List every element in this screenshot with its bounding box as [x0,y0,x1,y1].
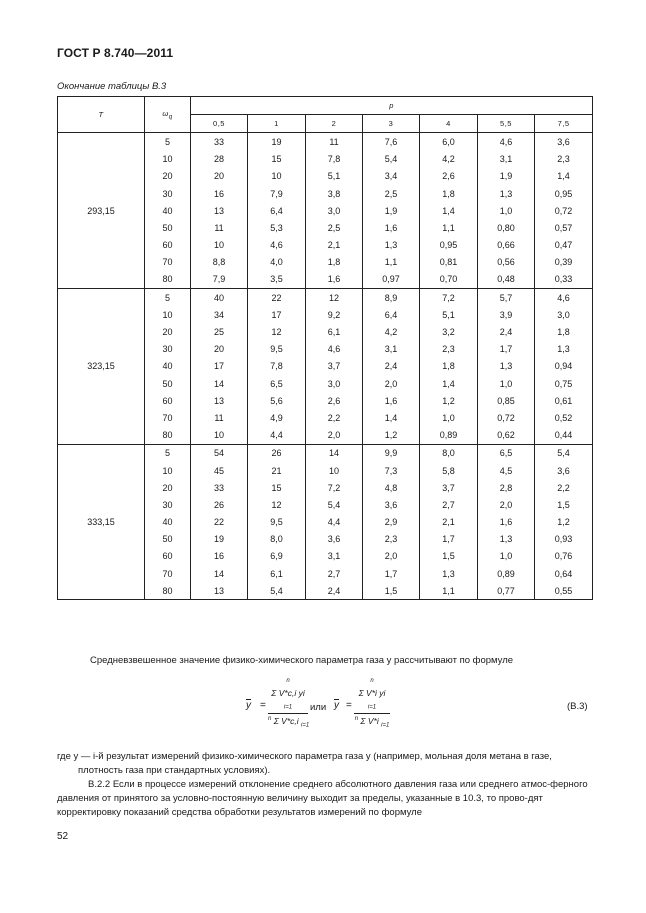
value-cell: 2,9 [363,514,420,531]
value-cell: 2,7 [420,496,478,513]
value-cell: 1,3 [478,531,535,548]
value-cell: 1,6 [478,514,535,531]
value-cell: 1,7 [478,341,535,358]
value-cell: 1,8 [420,358,478,375]
value-cell: 0,39 [535,254,593,271]
formula-numerator-2: $^n$ Σ V*i yi $_{i=1}$ [358,678,386,711]
page-number: 52 [57,831,69,842]
value-cell: 3,1 [363,341,420,358]
value-cell: 2,8 [478,479,535,496]
value-cell: 0,75 [535,375,593,392]
value-cell: 2,0 [306,427,363,445]
formula-lhs-ybar: $\overline{y}$ [246,700,251,711]
value-cell: 1,4 [420,375,478,392]
omega-cell: 70 [145,254,191,271]
value-cell: 3,7 [306,358,363,375]
header-p-value: 2 [306,115,363,133]
value-cell: 5,7 [478,289,535,307]
omega-cell: 30 [145,341,191,358]
value-cell: 0,48 [478,271,535,289]
value-cell: 5,1 [420,306,478,323]
value-cell: 1,3 [478,185,535,202]
formula-denominator-1: $^n$ Σ V*c,i $_{i=1}$ [268,715,310,729]
value-cell: 0,76 [535,548,593,565]
formula-numerator-1: $^n$ Σ V*c,i yi $_{i=1}$ [271,678,305,711]
value-cell: 5,4 [363,151,420,168]
value-cell: 6,1 [248,565,306,582]
value-cell: 3,7 [420,479,478,496]
formula-equals-1: = [260,700,266,711]
value-cell: 10 [191,237,248,254]
value-cell: 4,6 [478,133,535,151]
value-cell: 4,6 [535,289,593,307]
value-cell: 28 [191,151,248,168]
value-cell: 1,6 [363,219,420,236]
value-cell: 3,1 [478,151,535,168]
intro-paragraph: Средневзвешенное значение физико-химического параметра газа у рассчитывают по формуле [90,655,514,666]
value-cell: 0,61 [535,392,593,409]
value-cell: 3,0 [535,306,593,323]
omega-cell: 10 [145,462,191,479]
value-cell: 12 [248,323,306,340]
value-cell: 2,3 [535,151,593,168]
value-cell: 4,0 [248,254,306,271]
value-cell: 8,8 [191,254,248,271]
value-cell: 5,8 [420,462,478,479]
value-cell: 0,57 [535,219,593,236]
value-cell: 3,2 [420,323,478,340]
value-cell: 2,2 [535,479,593,496]
value-cell: 6,4 [363,306,420,323]
formula-b3 [240,676,600,738]
value-cell: 40 [191,289,248,307]
omega-cell: 30 [145,496,191,513]
header-temperature: T [58,97,145,133]
value-cell: 8,9 [363,289,420,307]
value-cell: 13 [191,392,248,409]
value-cell: 1,0 [478,202,535,219]
omega-cell: 80 [145,427,191,445]
value-cell: 5,3 [248,219,306,236]
value-cell: 17 [248,306,306,323]
value-cell: 3,6 [306,531,363,548]
value-cell: 16 [191,185,248,202]
value-cell: 2,4 [363,358,420,375]
value-cell: 7,2 [420,289,478,307]
value-cell: 9,5 [248,514,306,531]
value-cell: 21 [248,462,306,479]
header-p-value: 5,5 [478,115,535,133]
value-cell: 0,33 [535,271,593,289]
value-cell: 26 [248,444,306,462]
value-cell: 1,5 [420,548,478,565]
section-b22-paragraph: В.2.2 Если в процессе измерений отклонение среднего абсолютного давления газа или среднего атмос-ферного давления от принятого за условно-постоянную величину выходит за пределы, указанные в 10.3, то прово-дят корректировку показаний средства обработки результатов измерений по формуле [57,779,588,818]
header-p-value: 7,5 [535,115,593,133]
value-cell: 1,3 [420,565,478,582]
formula-denominator-2: $^n$ Σ V*i $_{i=1}$ [354,715,390,729]
value-cell: 3,9 [478,306,535,323]
omega-cell: 60 [145,237,191,254]
value-cell: 4,6 [248,237,306,254]
value-cell: 2,2 [306,409,363,426]
value-cell: 6,9 [248,548,306,565]
value-cell: 2,4 [478,323,535,340]
value-cell: 3,5 [248,271,306,289]
value-cell: 0,55 [535,582,593,600]
document-header: ГОСТ Р 8.740—2011 [57,46,174,60]
table-row [58,289,593,307]
value-cell: 0,95 [420,237,478,254]
value-cell: 4,2 [420,151,478,168]
data-table [57,96,593,600]
header-p-value: 3 [363,115,420,133]
value-cell: 2,5 [363,185,420,202]
value-cell: 8,0 [420,444,478,462]
value-cell: 2,0 [363,375,420,392]
value-cell: 1,8 [535,323,593,340]
omega-cell: 20 [145,479,191,496]
value-cell: 5,4 [535,444,593,462]
formula-equals-2: = [346,700,352,711]
value-cell: 1,3 [363,237,420,254]
value-cell: 6,0 [420,133,478,151]
header-p-value: 4 [420,115,478,133]
value-cell: 2,4 [306,582,363,600]
value-cell: 4,4 [306,514,363,531]
value-cell: 2,0 [363,548,420,565]
formula-or: или [310,702,327,713]
value-cell: 22 [248,289,306,307]
value-cell: 7,3 [363,462,420,479]
value-cell: 1,4 [535,168,593,185]
value-cell: 2,7 [306,565,363,582]
value-cell: 3,1 [306,548,363,565]
temperature-cell: 293,15 [58,133,145,289]
value-cell: 13 [191,582,248,600]
value-cell: 0,94 [535,358,593,375]
formula-number: (В.3) [567,701,588,712]
value-cell: 0,85 [478,392,535,409]
value-cell: 4,6 [306,341,363,358]
value-cell: 1,7 [420,531,478,548]
table-row [58,133,593,151]
value-cell: 11 [191,219,248,236]
value-cell: 10 [248,168,306,185]
value-cell: 12 [306,289,363,307]
omega-cell: 40 [145,358,191,375]
value-cell: 0,97 [363,271,420,289]
value-cell: 0,70 [420,271,478,289]
value-cell: 3,6 [535,133,593,151]
value-cell: 10 [306,462,363,479]
value-cell: 0,93 [535,531,593,548]
value-cell: 1,8 [306,254,363,271]
omega-cell: 10 [145,306,191,323]
value-cell: 2,0 [478,496,535,513]
value-cell: 1,2 [363,427,420,445]
value-cell: 1,3 [535,341,593,358]
omega-cell: 70 [145,409,191,426]
value-cell: 4,5 [478,462,535,479]
table-body [58,133,593,600]
value-cell: 54 [191,444,248,462]
value-cell: 0,95 [535,185,593,202]
value-cell: 20 [191,341,248,358]
value-cell: 5,1 [306,168,363,185]
table-row [58,444,593,462]
value-cell: 6,4 [248,202,306,219]
value-cell: 0,72 [478,409,535,426]
table-header [58,97,593,133]
formula-fraction-2 [354,678,390,728]
value-cell: 11 [306,133,363,151]
value-cell: 1,0 [420,409,478,426]
header-pressure: p [191,97,593,115]
value-cell: 1,5 [363,582,420,600]
value-cell: 8,0 [248,531,306,548]
value-cell: 1,8 [420,185,478,202]
value-cell: 1,6 [363,392,420,409]
omega-cell: 60 [145,548,191,565]
value-cell: 1,9 [363,202,420,219]
value-cell: 19 [248,133,306,151]
value-cell: 0,81 [420,254,478,271]
formula-lhs-ybar-2: $\overline{y}$ [334,700,339,711]
value-cell: 9,9 [363,444,420,462]
value-cell: 2,5 [306,219,363,236]
value-cell: 1,7 [363,565,420,582]
value-cell: 33 [191,133,248,151]
omega-cell: 5 [145,444,191,462]
value-cell: 26 [191,496,248,513]
value-cell: 6,1 [306,323,363,340]
value-cell: 2,3 [420,341,478,358]
omega-cell: 80 [145,271,191,289]
value-cell: 1,1 [363,254,420,271]
header-omega: $\omega_q$ [145,97,191,133]
value-cell: 1,1 [420,582,478,600]
value-cell: 7,6 [363,133,420,151]
value-cell: 0,56 [478,254,535,271]
omega-cell: 20 [145,323,191,340]
temperature-cell: 333,15 [58,444,145,600]
value-cell: 45 [191,462,248,479]
value-cell: 7,9 [191,271,248,289]
value-cell: 22 [191,514,248,531]
value-cell: 1,2 [535,514,593,531]
value-cell: 2,1 [420,514,478,531]
omega-cell: 30 [145,185,191,202]
value-cell: 9,5 [248,341,306,358]
value-cell: 12 [248,496,306,513]
omega-cell: 60 [145,392,191,409]
value-cell: 4,8 [363,479,420,496]
value-cell: 10 [191,427,248,445]
value-cell: 14 [306,444,363,462]
value-cell: 2,1 [306,237,363,254]
omega-cell: 70 [145,565,191,582]
omega-cell: 5 [145,133,191,151]
value-cell: 14 [191,565,248,582]
omega-cell: 5 [145,289,191,307]
value-cell: 3,0 [306,375,363,392]
header-p-value: 1 [248,115,306,133]
value-cell: 5,4 [306,496,363,513]
value-cell: 0,72 [535,202,593,219]
where-paragraph: где y — i-й результат измерений физико-химического параметра газа у (например, мольная доля метана в газе, [57,751,552,762]
value-cell: 5,4 [248,582,306,600]
value-cell: 1,0 [478,375,535,392]
omega-cell: 50 [145,375,191,392]
value-cell: 1,1 [420,219,478,236]
value-cell: 4,4 [248,427,306,445]
formula-fraction-1 [268,678,308,728]
omega-cell: 40 [145,202,191,219]
omega-cell: 20 [145,168,191,185]
value-cell: 6,5 [478,444,535,462]
value-cell: 0,47 [535,237,593,254]
table-caption: Окончание таблицы В.3 [57,81,167,92]
omega-cell: 40 [145,514,191,531]
value-cell: 20 [191,168,248,185]
value-cell: 4,2 [363,323,420,340]
value-cell: 1,2 [420,392,478,409]
value-cell: 0,62 [478,427,535,445]
value-cell: 15 [248,151,306,168]
value-cell: 6,5 [248,375,306,392]
value-cell: 1,5 [535,496,593,513]
value-cell: 4,9 [248,409,306,426]
value-cell: 9,2 [306,306,363,323]
value-cell: 15 [248,479,306,496]
where-continuation: плотность газа при стандартных условиях). [78,765,271,776]
value-cell: 0,77 [478,582,535,600]
value-cell: 2,6 [306,392,363,409]
value-cell: 2,3 [363,531,420,548]
temperature-cell: 323,15 [58,289,145,445]
value-cell: 17 [191,358,248,375]
value-cell: 7,9 [248,185,306,202]
value-cell: 11 [191,409,248,426]
omega-cell: 80 [145,582,191,600]
value-cell: 3,6 [363,496,420,513]
value-cell: 0,44 [535,427,593,445]
value-cell: 1,3 [478,358,535,375]
value-cell: 0,52 [535,409,593,426]
value-cell: 1,4 [363,409,420,426]
value-cell: 7,8 [306,151,363,168]
value-cell: 0,64 [535,565,593,582]
value-cell: 19 [191,531,248,548]
value-cell: 0,66 [478,237,535,254]
header-p-value: 0,5 [191,115,248,133]
value-cell: 0,80 [478,219,535,236]
value-cell: 7,2 [306,479,363,496]
value-cell: 1,4 [420,202,478,219]
value-cell: 25 [191,323,248,340]
value-cell: 13 [191,202,248,219]
value-cell: 1,6 [306,271,363,289]
value-cell: 7,8 [248,358,306,375]
value-cell: 3,6 [535,462,593,479]
value-cell: 3,4 [363,168,420,185]
value-cell: 0,89 [478,565,535,582]
value-cell: 33 [191,479,248,496]
value-cell: 34 [191,306,248,323]
value-cell: 1,9 [478,168,535,185]
value-cell: 16 [191,548,248,565]
value-cell: 1,0 [478,548,535,565]
value-cell: 3,8 [306,185,363,202]
omega-cell: 10 [145,151,191,168]
value-cell: 3,0 [306,202,363,219]
omega-cell: 50 [145,531,191,548]
value-cell: 14 [191,375,248,392]
value-cell: 0,89 [420,427,478,445]
value-cell: 5,6 [248,392,306,409]
omega-cell: 50 [145,219,191,236]
value-cell: 2,6 [420,168,478,185]
